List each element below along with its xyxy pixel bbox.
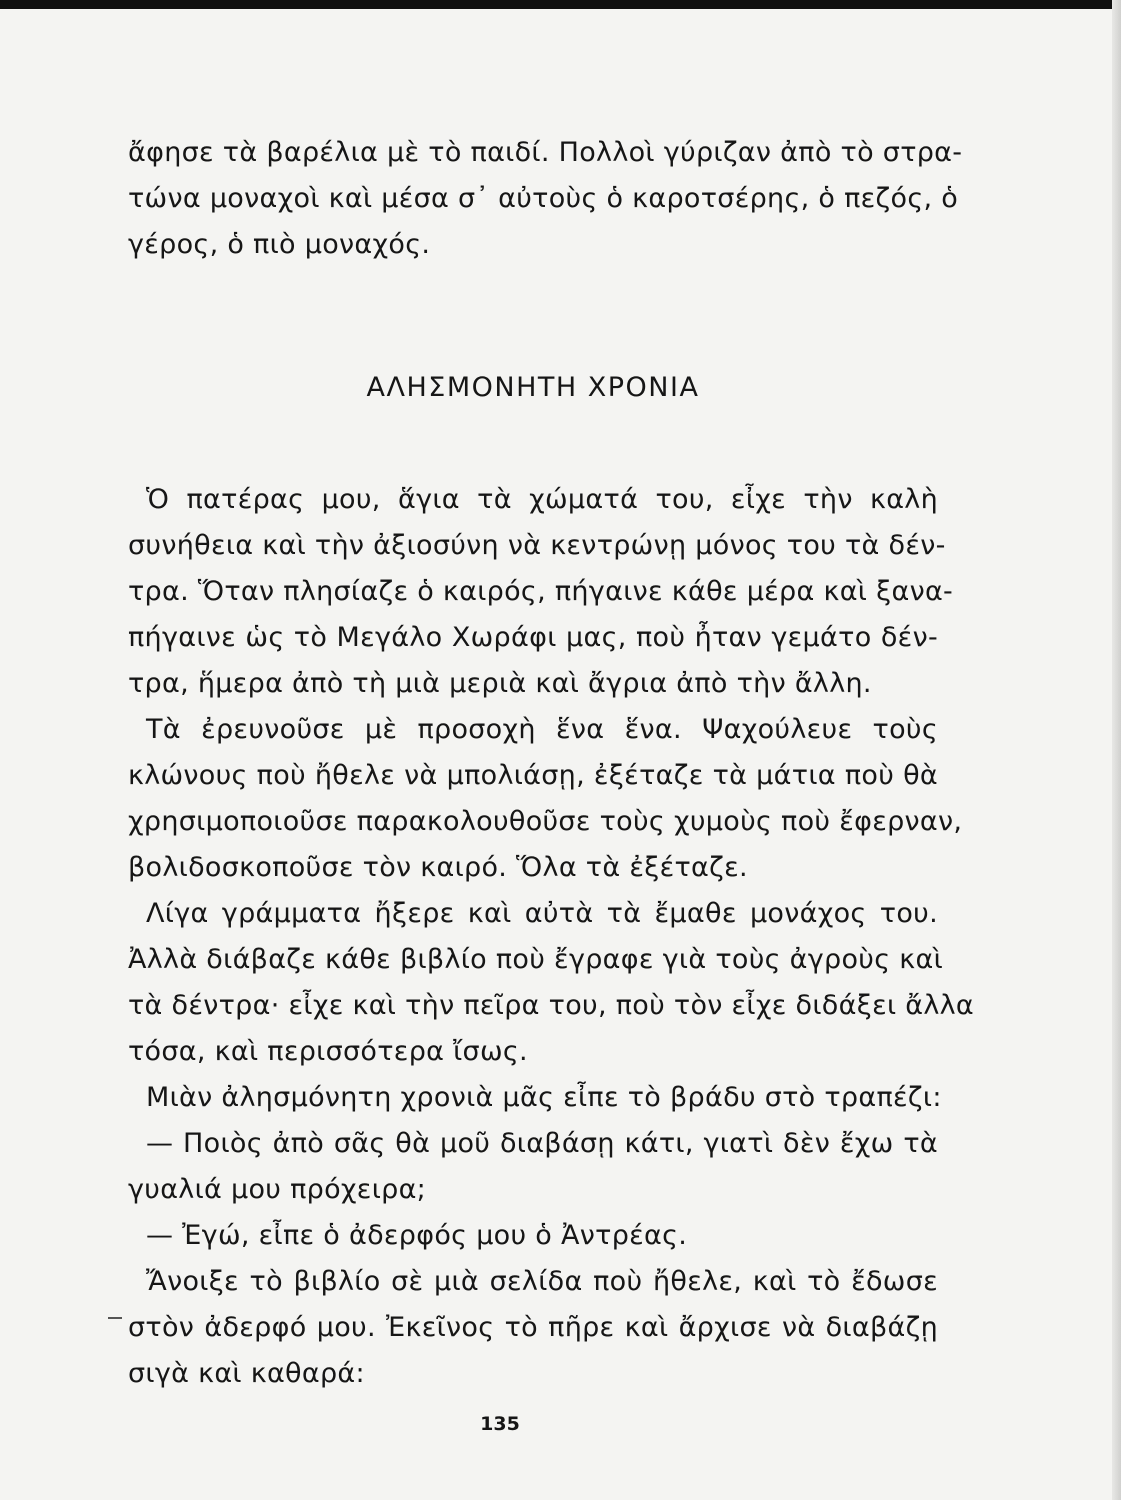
chapter-title: ΑΛΗΣΜΟΝΗΤΗ ΧΡΟΝΙΑ: [366, 372, 700, 403]
text-line: τώνα μοναχοὶ καὶ μέσα σ᾽ αὐτοὺς ὁ καροτσέρης, ὁ πεζός, ὁ: [128, 183, 959, 214]
text-line: συνήθεια καὶ τὴν ἀξιοσύνη νὰ κεντρώνῃ μόνος του τὰ δέν-: [128, 530, 946, 561]
text-line: σιγὰ καὶ καθαρά:: [128, 1358, 365, 1389]
text-line: τὰ δέντρα· εἶχε καὶ τὴν πεῖρα του, ποὺ τὸν εἶχε διδάξει ἄλλα: [128, 990, 975, 1021]
text-line: γυαλιά μου πρόχειρα;: [128, 1174, 427, 1205]
text-line: τρα, ἥμερα ἀπὸ τὴ μιὰ μεριὰ καὶ ἄγρια ἀπὸ τὴν ἄλλη.: [128, 668, 872, 699]
scan-right-edge: [1112, 0, 1121, 1500]
text-line: Ἄνοιξε τὸ βιβλίο σὲ μιὰ σελίδα ποὺ ἤθελε, καὶ τὸ ἔδωσε: [146, 1266, 938, 1297]
page-number: 135: [480, 1413, 520, 1435]
text-line: τρα. Ὅταν πλησίαζε ὁ καιρός, πήγαινε κάθε μέρα καὶ ξανα-: [128, 576, 954, 607]
text-line: Τὰ ἐρευνοῦσε μὲ προσοχὴ ἕνα ἕνα. Ψαχούλευε τοὺς: [146, 714, 938, 745]
text-line: στὸν ἀδερφό μου. Ἐκεῖνος τὸ πῆρε καὶ ἄρχισε νὰ διαβάζῃ: [128, 1312, 938, 1343]
text-line: Λίγα γράμματα ἤξερε καὶ αὐτὰ τὰ ἔμαθε μονάχος του.: [146, 898, 938, 929]
text-line: — Ἐγώ, εἶπε ὁ ἀδερφός μου ὁ Ἀντρέας.: [146, 1220, 688, 1251]
margin-mark: [108, 1317, 122, 1319]
text-line: — Ποιὸς ἀπὸ σᾶς θὰ μοῦ διαβάσῃ κάτι, γιατὶ δὲν ἔχω τὰ: [146, 1128, 938, 1159]
text-line: βολιδοσκοποῦσε τὸν καιρό. Ὅλα τὰ ἐξέταζε.: [128, 852, 748, 883]
text-line: κλώνους ποὺ ἤθελε νὰ μπολιάσῃ, ἐξέταζε τὰ μάτια ποὺ θὰ: [128, 760, 938, 791]
scan-top-border: [0, 0, 1121, 9]
text-line: πήγαινε ὡς τὸ Μεγάλο Χωράφι μας, ποὺ ἦταν γεμάτο δέν-: [128, 622, 938, 653]
text-line: τόσα, καὶ περισσότερα ἴσως.: [128, 1036, 528, 1067]
text-line: Ἀλλὰ διάβαζε κάθε βιβλίο ποὺ ἔγραφε γιὰ τοὺς ἀγροὺς καὶ: [128, 944, 944, 975]
text-line: ἄφησε τὰ βαρέλια μὲ τὸ παιδί. Πολλοὶ γύριζαν ἀπὸ τὸ στρα-: [128, 137, 963, 168]
text-line: Ὁ πατέρας μου, ἅγια τὰ χώματά του, εἶχε τὴν καλὴ: [146, 484, 938, 515]
text-line: Μιὰν ἀλησμόνητη χρονιὰ μᾶς εἶπε τὸ βράδυ στὸ τραπέζι:: [146, 1082, 942, 1113]
text-line: χρησιμοποιοῦσε παρακολουθοῦσε τοὺς χυμοὺς ποὺ ἔφερναν,: [128, 806, 963, 837]
page-text: [128, 130, 975, 1397]
text-line: γέρος, ὁ πιὸ μοναχός.: [128, 229, 431, 260]
